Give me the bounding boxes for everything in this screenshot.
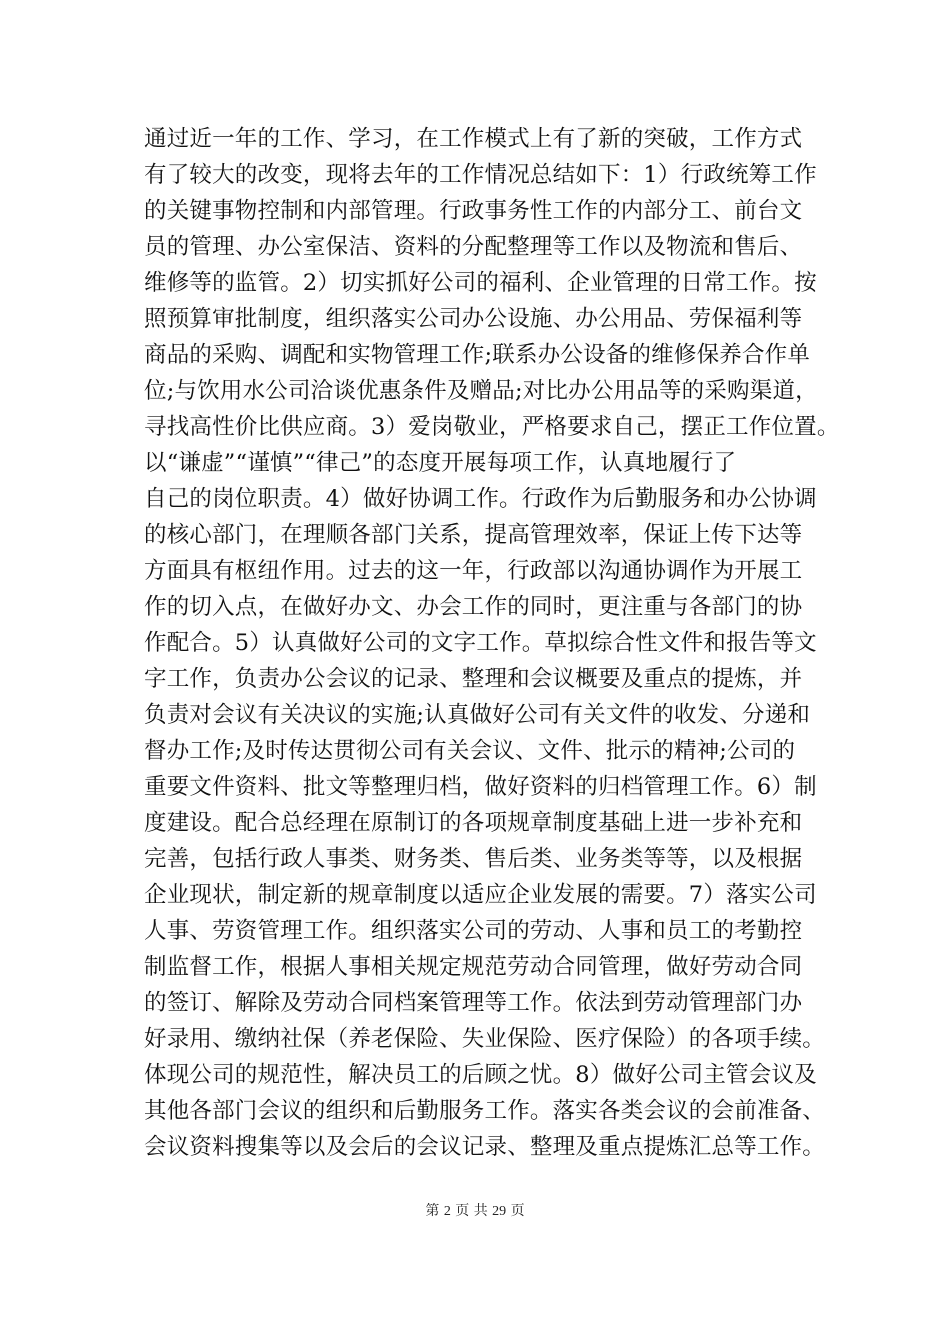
text-line: 人事、劳资管理工作。组织落实公司的劳动、人事和员工的考勤控	[144, 918, 803, 944]
total-page-count: 29	[492, 1204, 507, 1219]
text-line: 完善，包括行政人事类、财务类、售后类、业务类等等，以及根据	[144, 846, 803, 872]
text-line: 督办工作;及时传达贯彻公司有关会议、文件、批示的精神;公司的	[144, 738, 796, 764]
text-line: 有了较大的改变，现将去年的工作情况总结如下：1）行政统筹工作	[144, 162, 817, 188]
text-line: 作配合。5）认真做好公司的文字工作。草拟综合性文件和报告等文	[144, 630, 817, 656]
text-line: 重要文件资料、批文等整理归档，做好资料的归档管理工作。6）制	[144, 774, 817, 800]
text-line: 企业现状，制定新的规章制度以适应企业发展的需要。7）落实公司	[144, 882, 817, 908]
text-line: 员的管理、办公室保洁、资料的分配整理等工作以及物流和售后、	[144, 234, 803, 260]
text-line: 的核心部门，在理顺各部门关系，提高管理效率，保证上传下达等	[144, 522, 803, 548]
text-line: 商品的采购、调配和实物管理工作;联系办公设备的维修保养合作单	[144, 342, 811, 368]
footer-middle: 页 共	[455, 1203, 488, 1219]
footer-prefix: 第	[425, 1203, 440, 1219]
text-line: 好录用、缴纳社保（养老保险、失业保险、医疗保险）的各项手续。	[144, 1026, 826, 1052]
text-line: 字工作，负责办公会议的记录、整理和会议概要及重点的提炼，并	[144, 666, 803, 692]
text-line: 的关键事物控制和内部管理。行政事务性工作的内部分工、前台文	[144, 198, 803, 224]
footer-suffix: 页	[510, 1203, 525, 1219]
text-line: 负责对会议有关决议的实施;认真做好公司有关文件的收发、分递和	[144, 702, 811, 728]
text-line: 制监督工作，根据人事相关规定规范劳动合同管理，做好劳动合同	[144, 954, 803, 980]
text-line: 的签订、解除及劳动合同档案管理等工作。依法到劳动管理部门办	[144, 990, 803, 1016]
text-line: 寻找高性价比供应商。3）爱岗敬业，严格要求自己，摆正工作位置。	[144, 414, 840, 440]
text-line: 通过近一年的工作、学习，在工作模式上有了新的突破，工作方式	[144, 126, 803, 152]
text-line: 作的切入点，在做好办文、办会工作的同时，更注重与各部门的协	[144, 594, 803, 620]
current-page-number: 2	[443, 1204, 451, 1219]
page-footer	[0, 1202, 950, 1221]
text-line: 以“谦虚”“谨慎”“律己”的态度开展每项工作，认真地履行了	[144, 450, 737, 476]
text-line: 自己的岗位职责。4）做好协调工作。行政作为后勤服务和办公协调	[144, 486, 817, 512]
text-line: 方面具有枢纽作用。过去的这一年，行政部以沟通协调作为开展工	[144, 558, 803, 584]
text-line: 体现公司的规范性，解决员工的后顾之忧。8）做好公司主管会议及	[144, 1062, 817, 1088]
text-line: 其他各部门会议的组织和后勤服务工作。落实各类会议的会前准备、	[144, 1098, 826, 1124]
text-line: 照预算审批制度，组织落实公司办公设施、办公用品、劳保福利等	[144, 306, 803, 332]
text-line: 会议资料搜集等以及会后的会议记录、整理及重点提炼汇总等工作。	[144, 1134, 826, 1160]
text-line: 度建设。配合总经理在原制订的各项规章制度基础上进一步补充和	[144, 810, 803, 836]
text-line: 维修等的监管。2）切实抓好公司的福利、企业管理的日常工作。按	[144, 270, 817, 296]
text-line: 位;与饮用水公司洽谈优惠条件及赠品;对比办公用品等的采购渠道，	[144, 378, 818, 404]
